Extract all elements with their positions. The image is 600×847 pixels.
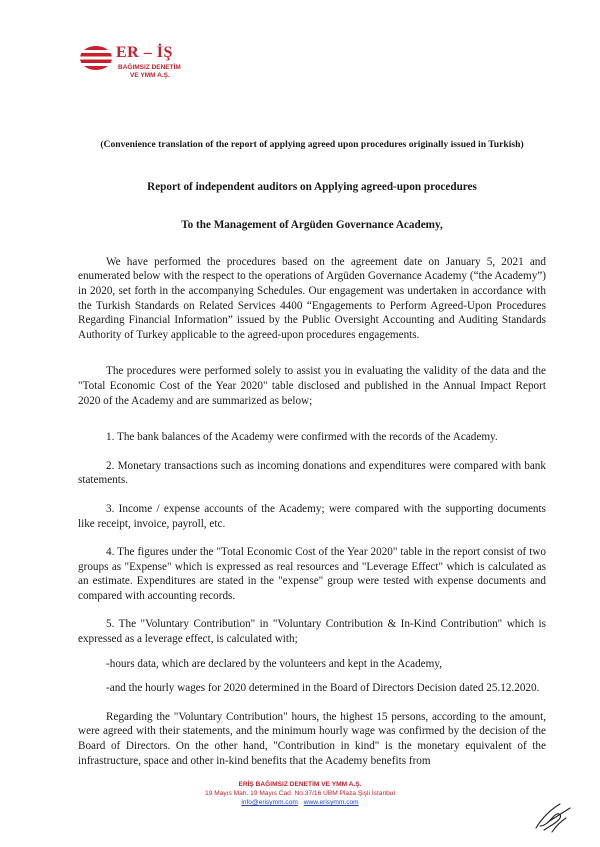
footer-website-link[interactable]: www.erisymm.com — [303, 799, 359, 806]
scope-paragraph: The procedures were performed solely to assist you in evaluating the validity of the data and the "Total Economic Cost of the Year 2020" table disclosed and published in the Annual Impact Report 2020 of the Academy and are summarized as below; — [78, 365, 546, 407]
procedure-item-5: 5. The "Voluntary Contribution" in "Voluntary Contribution & In-Kind Contribution" which is expressed as a leverage effect, is calculated with; — [78, 618, 546, 646]
findings-paragraph: Regarding the "Voluntary Contribution" hours, the highest 15 persons, according to the amount, were agreed with their statements, and the minimum hourly wage was confirmed by the decision of the Board of Directors. On the other hand, "Contribution in kind" is the monetary equivalent of the infrastructure, space and other in-kind benefits that the Academy benefits from — [78, 710, 546, 767]
footer-email-link[interactable]: info@erisymm.com — [241, 799, 298, 806]
procedure-item-4: 4. The figures under the "Total Economic Cost of the Year 2020" table in the report consist of two groups as "Expense" which is expressed as real resources and "Leverage Effect" which is calculated as an estimate. Expenditures are stated in the "expense" group were tested with expense documents and compared with accounting records. — [78, 546, 546, 602]
logo-subtitle-line2: VE YMM A.Ş. — [130, 72, 170, 79]
addressee: To the Management of Argüden Governance Academy, — [181, 219, 443, 232]
report-title: Report of independent auditors on Applying agreed-upon procedures — [147, 180, 477, 193]
procedure-subitem-2: -and the hourly wages for 2020 determined in the Board of Directors Decision dated 25.12.2020. — [106, 682, 540, 695]
signature-image — [530, 796, 576, 836]
procedure-item-1: 1. The bank balances of the Academy were confirmed with the records of the Academy. — [106, 431, 498, 444]
footer-company: ERİŞ BAĞIMSIZ DENETİM VE YMM A.Ş. — [238, 781, 362, 788]
logo-name: ER – İŞ — [116, 44, 173, 61]
company-logo — [78, 40, 198, 88]
convenience-note: (Convenience translation of the report of applying agreed upon procedures originally issued in Turkish) — [100, 139, 524, 150]
procedure-item-3: 3. Income / expense accounts of the Academy; were compared with the supporting documents like receipt, invoice, payroll, etc. — [78, 502, 546, 530]
logo-subtitle-line1: BAĞIMSIZ DENETİM — [118, 64, 181, 71]
procedure-item-2: 2. Monetary transactions such as incoming donations and expenditures were compared with bank statements. — [78, 459, 546, 487]
footer-contact — [0, 798, 600, 807]
procedure-subitem-1: -hours data, which are declared by the volunteers and kept in the Academy, — [106, 657, 443, 670]
footer-address: 19 Mayıs Mah. 19 Mayıs Cad. No:37/16 UBM Plaza Şişli İstanbul — [205, 790, 395, 797]
logo-mark-icon — [78, 44, 114, 72]
page-footer — [0, 780, 600, 807]
intro-paragraph: We have performed the procedures based on the agreement date on January 5, 2021 and enumerated below with the respect to the operations of Argüden Governance Academy (“the Academy”) in 2020, set forth in the accompanying Schedules. Our engagement was undertaken in accordance with the Turkish Standards on Related Services 4400 “Engagements to Perform Agreed-Upon Procedures Regarding Financial Information” issued by the Public Oversight Accounting and Auditing Standards Authority of Turkey applicable to the agreed-upon procedures engagements. — [78, 255, 546, 341]
report-body — [78, 138, 546, 768]
